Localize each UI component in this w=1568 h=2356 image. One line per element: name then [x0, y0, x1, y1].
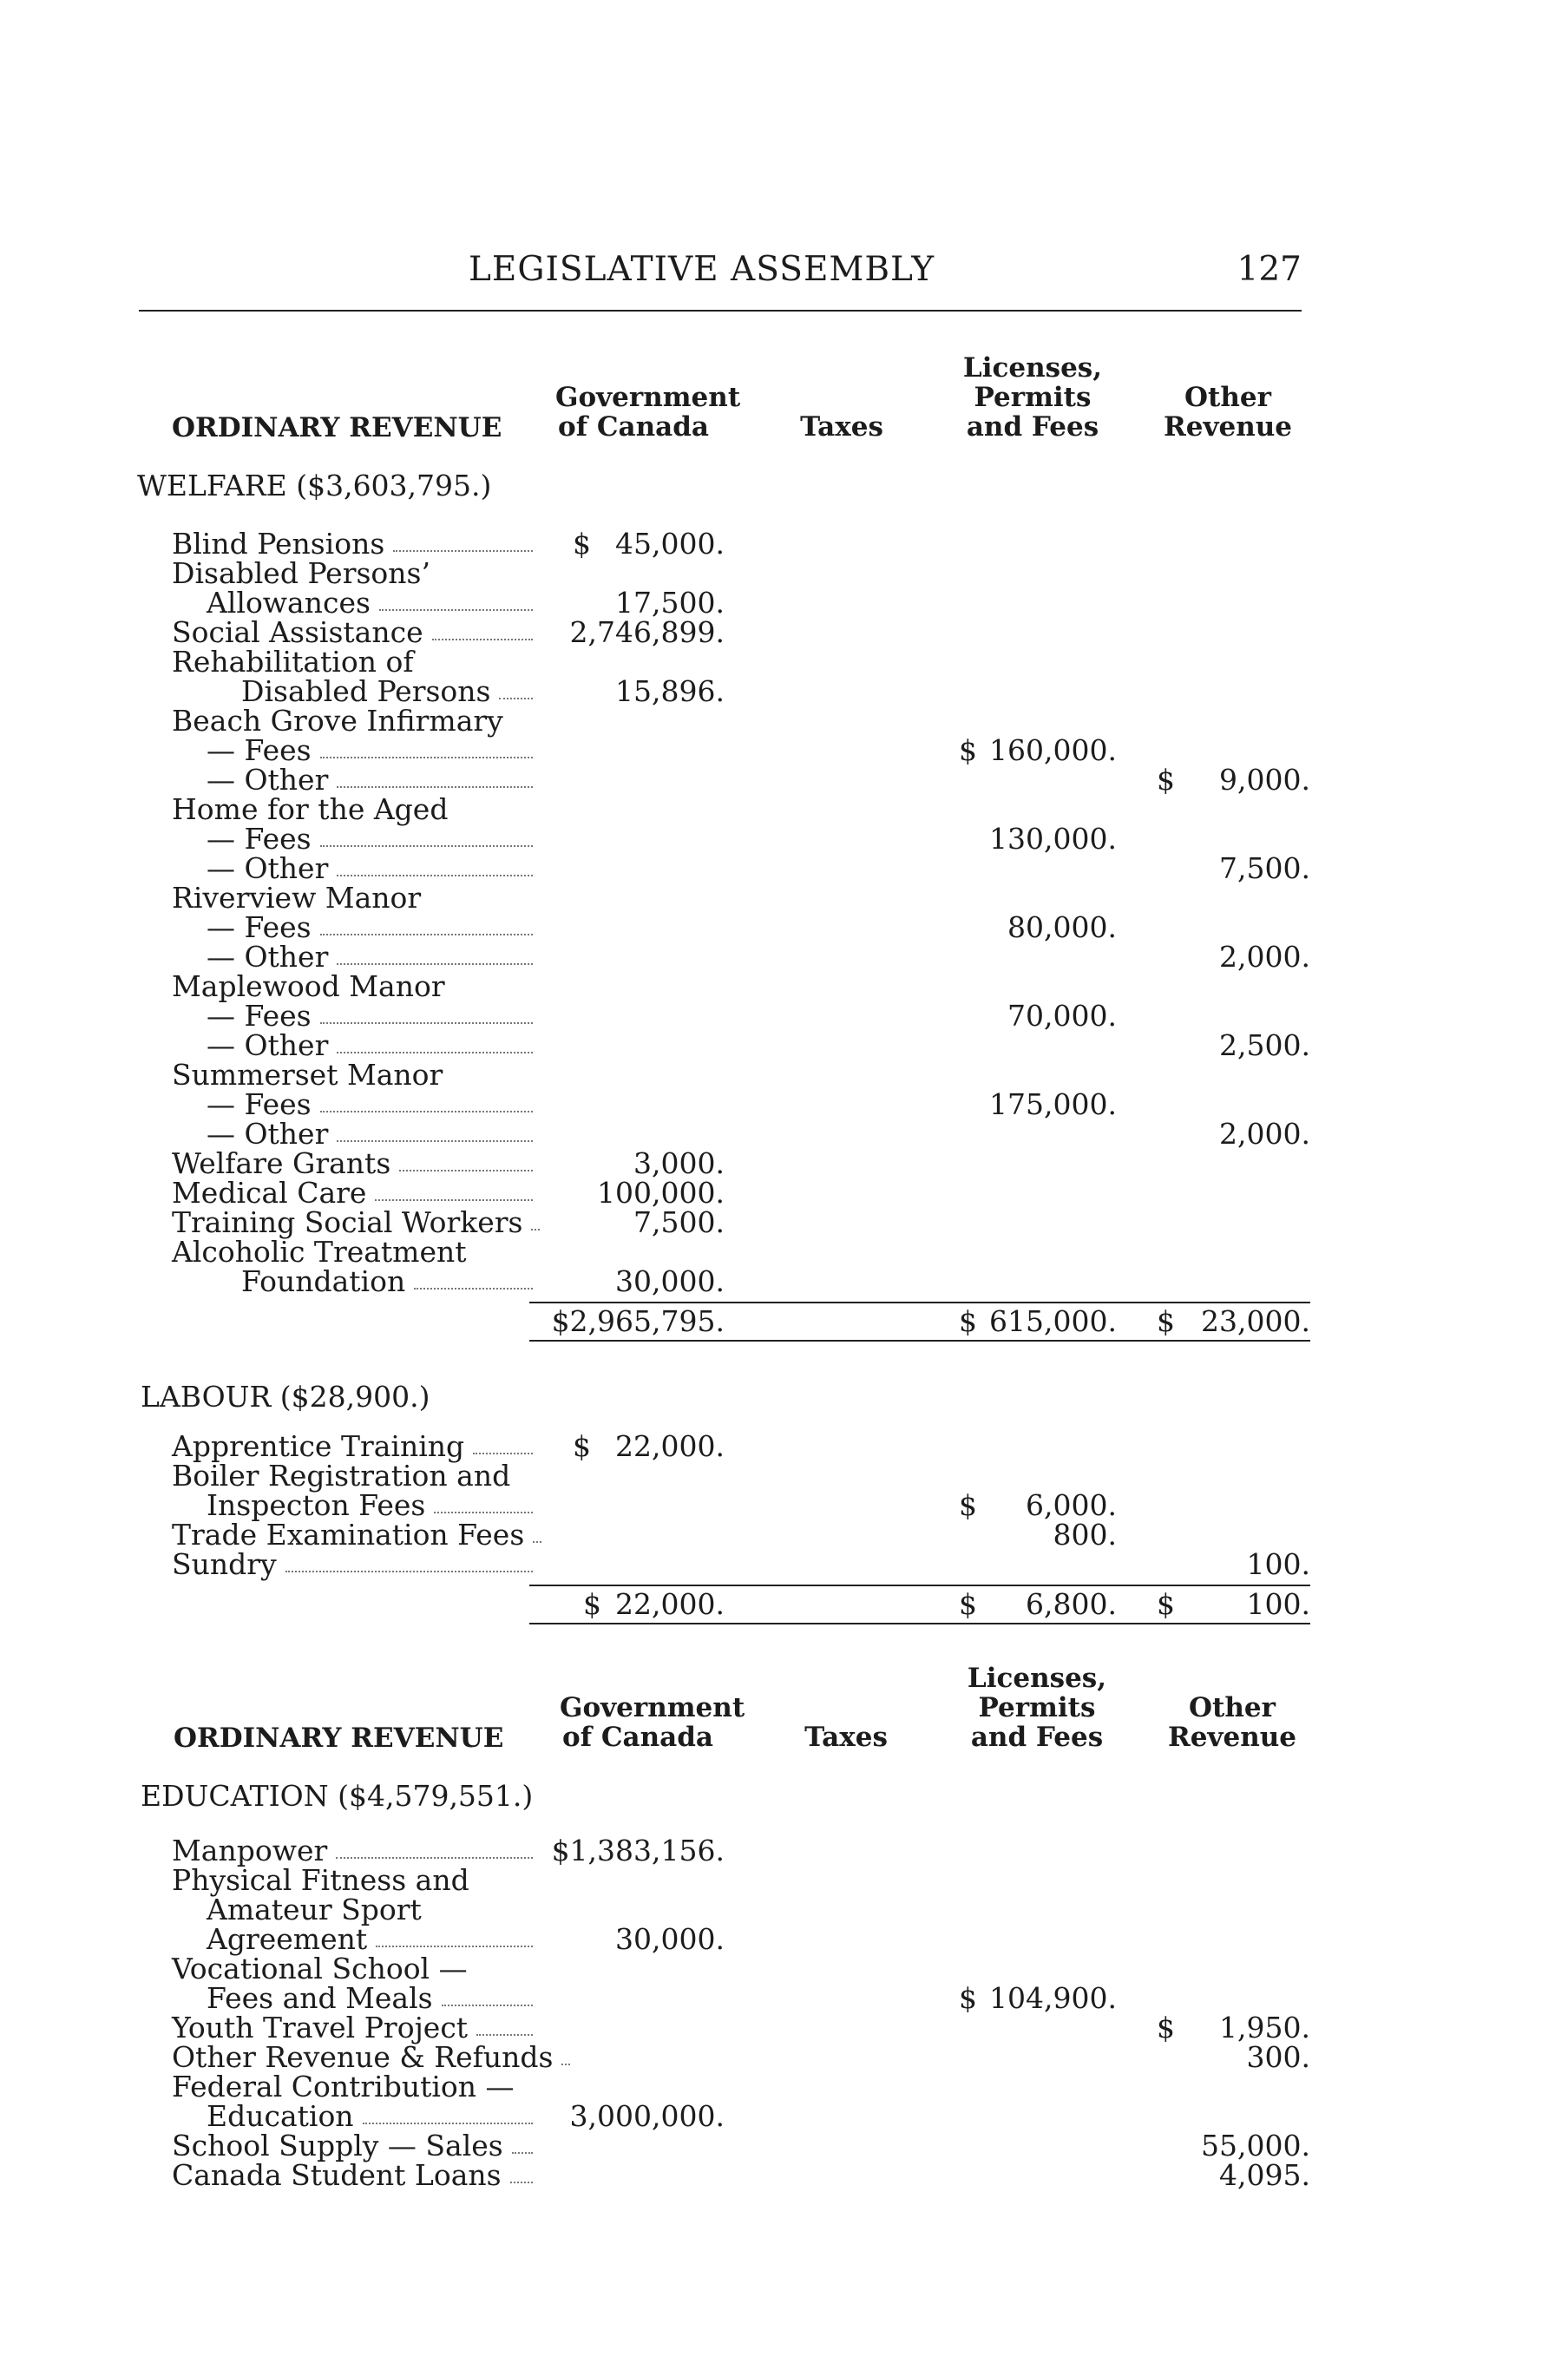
row-label	[207, 1119, 536, 1149]
taxes-column-header: Taxes	[800, 411, 883, 443]
row-label	[241, 1264, 536, 1298]
table-row	[0, 2040, 1568, 2074]
leader-dots	[432, 618, 533, 640]
table-row	[0, 969, 1568, 1003]
row-label	[207, 910, 536, 944]
table-row	[0, 792, 1568, 826]
row-label-text: School Supply — Sales	[172, 2129, 503, 2162]
lic-value: 70,000.	[1007, 999, 1117, 1033]
leader-dots	[442, 1984, 533, 2006]
row-label	[172, 969, 536, 1003]
row-label-text: Welfare Grants	[172, 1146, 391, 1180]
table-row	[0, 706, 1568, 736]
row-label-text: Disabled Persons’	[172, 556, 430, 590]
row-label	[207, 733, 536, 767]
row-label-text: — Fees	[207, 910, 312, 944]
oth-value: 300.	[1246, 2040, 1310, 2074]
gov-dollar-sign: $	[573, 527, 591, 561]
section-title-education: EDUCATION ($4,579,551.)	[141, 1779, 534, 1813]
row-label	[172, 1863, 536, 1897]
gov-value: 22,000.	[615, 1429, 725, 1463]
gov-value: 2,746,899.	[569, 615, 725, 649]
row-label-text: Apprentice Training	[172, 1429, 465, 1463]
table-row	[0, 1119, 1568, 1149]
gov-total-dollar-sign: $	[583, 1587, 601, 1621]
oth-total: 23,000.	[1201, 1304, 1310, 1338]
oth-total-dollar-sign: $	[1157, 1304, 1175, 1338]
table-row	[0, 1922, 1568, 1956]
leader-dots	[561, 2043, 570, 2065]
row-label	[207, 851, 536, 885]
row-label	[207, 1001, 536, 1031]
row-label-text: Riverview Manor	[172, 881, 422, 915]
leader-dots	[510, 2161, 533, 2183]
row-label	[172, 2013, 536, 2043]
leader-dots	[375, 1178, 533, 1201]
row-label-text: — Other	[207, 851, 329, 885]
oth-value: 55,000.	[1201, 2129, 1310, 2162]
table-row	[0, 2158, 1568, 2192]
row-label	[172, 647, 536, 677]
leader-dots	[337, 1031, 533, 1053]
table-row	[0, 1028, 1568, 1062]
row-label-text: Social Assistance	[172, 615, 423, 649]
total-rule-top	[529, 1585, 1310, 1586]
row-label-text: — Fees	[207, 822, 312, 856]
table-row	[0, 1178, 1568, 1208]
row-label-text: Summerset Manor	[172, 1058, 443, 1092]
row-label-text: Alcoholic Treatment	[172, 1235, 467, 1269]
lic-value: 6,000.	[1026, 1488, 1117, 1522]
row-label	[172, 883, 536, 913]
row-label	[172, 615, 536, 649]
leader-dots	[337, 765, 533, 788]
table-row	[0, 1520, 1568, 1550]
row-label-text: — Other	[207, 940, 329, 974]
gov-total: 22,000.	[615, 1587, 725, 1621]
row-label-text: Rehabilitation of	[172, 645, 414, 679]
row-label	[172, 1237, 536, 1267]
table-row	[0, 588, 1568, 618]
leader-dots	[337, 854, 533, 876]
leader-dots	[320, 1090, 533, 1112]
row-label	[172, 1205, 536, 1239]
table-row	[0, 647, 1568, 677]
row-label-text: — Other	[207, 763, 329, 797]
table-row	[0, 1264, 1568, 1298]
row-label-text: Agreement	[207, 1922, 368, 1956]
oth-value: 4,095.	[1219, 2158, 1310, 2192]
table-row	[0, 1836, 1568, 1866]
lic-value: 80,000.	[1007, 910, 1117, 944]
row-label	[172, 2131, 536, 2161]
table-row	[0, 1954, 1568, 1984]
leader-dots	[320, 736, 533, 758]
row-label-text: Disabled Persons	[241, 674, 491, 708]
lic-value: 160,000.	[989, 733, 1117, 767]
row-label-text: Vocational School —	[172, 1952, 468, 1985]
licenses-column-header: Licenses, Permits and Fees	[962, 352, 1103, 443]
gov-dollar-sign: $	[573, 1429, 591, 1463]
row-label-text: Canada Student Loans	[172, 2158, 502, 2192]
oth-dollar-sign: $	[1157, 2011, 1175, 2044]
gov-value: 30,000.	[615, 1922, 725, 1956]
oth-value: 2,000.	[1219, 1117, 1310, 1151]
oth-value: 2,000.	[1219, 940, 1310, 974]
row-label-text: Beach Grove Infirmary	[172, 704, 503, 738]
row-label	[207, 765, 536, 795]
oth-value: 1,950.	[1219, 2011, 1310, 2044]
row-label	[207, 1488, 536, 1522]
ordinary-revenue-label: ORDINARY REVENUE	[174, 1723, 504, 1754]
row-label-text: Education	[207, 2099, 354, 2133]
table-row	[0, 1087, 1568, 1121]
row-label-text: — Fees	[207, 1087, 312, 1121]
row-label	[172, 1429, 536, 1463]
taxes-column-header: Taxes	[804, 1722, 888, 1753]
totals-row	[0, 1587, 1568, 1621]
table-row	[0, 1863, 1568, 1897]
row-label	[172, 2072, 536, 2102]
row-label	[172, 706, 536, 736]
row-label-text: — Other	[207, 1028, 329, 1062]
leader-dots	[414, 1267, 533, 1290]
row-label	[207, 1087, 536, 1121]
lic-total: 615,000.	[989, 1304, 1117, 1338]
gov-column-header: Government of Canada	[555, 382, 741, 443]
table-row	[0, 910, 1568, 944]
table-row	[0, 851, 1568, 885]
row-label-text: Allowances	[207, 586, 371, 620]
leader-dots	[363, 2102, 533, 2124]
row-label	[207, 824, 536, 854]
row-label	[172, 1547, 536, 1581]
leader-dots	[285, 1550, 533, 1572]
gov-value: $1,383,156.	[551, 1834, 725, 1867]
gov-total: $2,965,795.	[551, 1304, 725, 1338]
gov-value: 100,000.	[597, 1176, 725, 1210]
table-row	[0, 1461, 1568, 1491]
lic-dollar-sign: $	[959, 1981, 977, 2015]
gov-value: 3,000,000.	[569, 2099, 725, 2133]
leader-dots	[434, 1491, 533, 1513]
leader-dots	[337, 1119, 533, 1142]
oth-total: 100.	[1246, 1587, 1310, 1621]
oth-value: 100.	[1246, 1547, 1310, 1581]
leader-dots	[399, 1149, 533, 1171]
gov-column-header: Government of Canada	[560, 1692, 745, 1753]
table-row	[0, 2013, 1568, 2043]
oth-value: 2,500.	[1219, 1028, 1310, 1062]
gov-value: 30,000.	[615, 1264, 725, 1298]
table-row	[0, 1060, 1568, 1090]
row-label	[172, 1178, 536, 1208]
row-label-text: — Fees	[207, 733, 312, 767]
leader-dots	[476, 2013, 533, 2036]
row-label	[172, 556, 536, 590]
row-label	[172, 1461, 536, 1491]
leader-dots	[337, 942, 533, 965]
oth-dollar-sign: $	[1157, 763, 1175, 797]
total-rule-bottom	[529, 1340, 1310, 1342]
row-label-text: — Other	[207, 1117, 329, 1151]
row-label-text: Trade Examination Fees	[172, 1518, 525, 1552]
oth-value: 9,000.	[1219, 763, 1310, 797]
row-label-text: Boiler Registration and	[172, 1459, 511, 1493]
table-row	[0, 1981, 1568, 2015]
row-label	[207, 1895, 536, 1925]
table-row	[0, 1547, 1568, 1581]
oth-value: 7,500.	[1219, 851, 1310, 885]
gov-value: 3,000.	[633, 1146, 725, 1180]
gov-value: 15,896.	[615, 674, 725, 708]
row-label-text: — Fees	[207, 999, 312, 1033]
leader-dots	[320, 1001, 533, 1024]
row-label-text: Medical Care	[172, 1176, 367, 1210]
ordinary-revenue-label: ORDINARY REVENUE	[172, 412, 502, 443]
row-label	[172, 529, 536, 559]
lic-value: 800.	[1053, 1518, 1117, 1552]
row-label-text: Inspecton Fees	[207, 1488, 426, 1522]
table-row	[0, 1001, 1568, 1031]
row-label	[172, 1954, 536, 1984]
row-label-text: Blind Pensions	[172, 527, 385, 561]
leader-dots	[379, 588, 533, 611]
table-row	[0, 733, 1568, 767]
lic-total-dollar-sign: $	[959, 1587, 977, 1621]
row-label	[172, 2158, 536, 2192]
totals-row	[0, 1304, 1568, 1338]
row-label	[172, 792, 536, 826]
row-label	[207, 1981, 536, 2015]
row-label	[207, 588, 536, 618]
lic-total-dollar-sign: $	[959, 1304, 977, 1338]
leader-dots	[512, 2131, 533, 2154]
table-row	[0, 529, 1568, 559]
table-row	[0, 674, 1568, 708]
leader-dots	[533, 1520, 541, 1543]
table-row	[0, 824, 1568, 854]
row-label-text: Foundation	[241, 1264, 406, 1298]
other-column-header: Other Revenue	[1163, 382, 1293, 443]
table-row	[0, 1237, 1568, 1267]
row-label-text: Amateur Sport	[207, 1893, 422, 1926]
row-label-text: Other Revenue & Refunds	[172, 2040, 554, 2074]
page-number: 127	[1237, 250, 1302, 289]
row-label-text: Manpower	[172, 1834, 328, 1867]
lic-value: 104,900.	[989, 1981, 1117, 2015]
row-label	[172, 2040, 554, 2074]
gov-value: 17,500.	[615, 586, 725, 620]
table-row	[0, 765, 1568, 795]
row-label	[172, 1060, 536, 1090]
total-rule-bottom	[529, 1623, 1310, 1624]
row-label	[207, 1922, 536, 1956]
table-row	[0, 2099, 1568, 2133]
table-row	[0, 1488, 1568, 1522]
lic-dollar-sign: $	[959, 1488, 977, 1522]
row-label	[172, 1146, 536, 1180]
leader-dots	[320, 913, 533, 935]
total-rule-top	[529, 1302, 1310, 1303]
header-rule	[139, 310, 1302, 312]
lic-total: 6,800.	[1026, 1587, 1117, 1621]
row-label-text: Training Social Workers	[172, 1205, 523, 1239]
oth-total-dollar-sign: $	[1157, 1587, 1175, 1621]
table-row	[0, 883, 1568, 913]
lic-value: 130,000.	[989, 822, 1117, 856]
table-row	[0, 2072, 1568, 2102]
table-row	[0, 2131, 1568, 2161]
leader-dots	[531, 1208, 540, 1231]
lic-value: 175,000.	[989, 1087, 1117, 1121]
leader-dots	[499, 677, 533, 699]
leader-dots	[376, 1925, 533, 1947]
row-label-text: Maplewood Manor	[172, 969, 445, 1003]
leader-dots	[320, 824, 533, 847]
other-column-header: Other Revenue	[1167, 1692, 1297, 1753]
table-row	[0, 556, 1568, 590]
row-label	[207, 942, 536, 972]
row-label	[172, 1520, 536, 1550]
leader-dots	[473, 1432, 533, 1454]
page-header	[139, 250, 1302, 302]
section-title-welfare: WELFARE ($3,603,795.)	[137, 469, 492, 502]
row-label-text: Sundry	[172, 1547, 277, 1581]
row-label-text: Youth Travel Project	[172, 2011, 469, 2044]
row-label-text: Federal Contribution —	[172, 2070, 515, 2103]
row-label-text: Physical Fitness and	[172, 1863, 469, 1897]
row-label	[241, 674, 536, 708]
leader-dots	[393, 529, 533, 552]
table-row	[0, 1429, 1568, 1463]
table-row	[0, 615, 1568, 649]
table-row	[0, 942, 1568, 972]
row-label-text: Home for the Aged	[172, 792, 449, 826]
licenses-column-header: Licenses, Permits and Fees	[967, 1663, 1107, 1753]
running-title: LEGISLATIVE ASSEMBLY	[469, 250, 935, 289]
row-label	[207, 1028, 536, 1062]
table-row	[0, 1895, 1568, 1925]
table-row	[0, 1146, 1568, 1180]
leader-dots	[336, 1836, 533, 1859]
table-row	[0, 1205, 1568, 1239]
row-label	[207, 2099, 536, 2133]
row-label	[172, 1836, 536, 1866]
lic-dollar-sign: $	[959, 733, 977, 767]
section-title-labour: LABOUR ($28,900.)	[141, 1380, 430, 1414]
gov-value: 7,500.	[633, 1205, 725, 1239]
row-label-text: Fees and Meals	[207, 1981, 433, 2015]
gov-value: 45,000.	[615, 527, 725, 561]
